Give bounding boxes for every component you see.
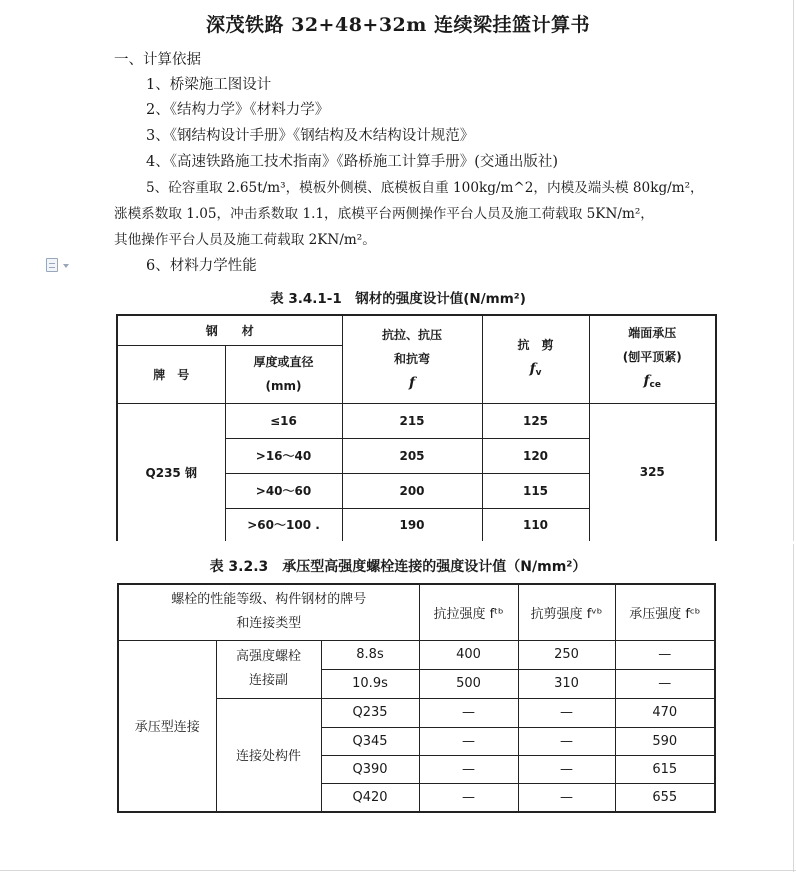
head-shear: 抗 剪 $f_v$ [482, 315, 589, 403]
fv-cell: — [518, 783, 615, 812]
ft-cell: — [419, 727, 518, 755]
basis-item-3: 3、《钢结构设计手册》《钢结构及木结构设计规范》 [146, 128, 475, 144]
fv-cell: — [518, 755, 615, 783]
basis-item-4: 4、《高速铁路施工技术指南》《路桥施工计算手册》(交通出版社) [146, 154, 559, 170]
thickness-cell: >60～100 . [225, 508, 342, 542]
ft-cell: 500 [419, 669, 518, 698]
f-cell: 215 [342, 403, 482, 438]
fc-cell: 655 [615, 783, 715, 812]
basis-item-1: 1、桥梁施工图设计 [146, 77, 272, 93]
basis-item-2: 2、《结构力学》《材料力学》 [146, 102, 330, 118]
head-shear: 抗剪强度 fᵛᵇ [518, 584, 615, 640]
f-cell: 205 [342, 438, 482, 473]
basis-item-5: 5、砼容重取 2.65t/m³，模板外侧模、底模板自重 100kg/m^2，内模及端头模 80kg/m²， [146, 180, 704, 196]
head-type: 螺栓的性能等级、构件钢材的牌号 和连接类型 [118, 584, 419, 640]
fv-cell: 310 [518, 669, 615, 698]
thickness-cell: ≤16 [225, 403, 342, 438]
table1-cutoff [0, 541, 796, 544]
thickness-cell: >40～60 [225, 473, 342, 508]
fv-cell: 250 [518, 640, 615, 669]
grade-cell: 10.9s [321, 669, 419, 698]
ft-cell: — [419, 783, 518, 812]
head-thickness: 厚度或直径 (mm) [225, 345, 342, 403]
basis-item-6: 6、材料力学性能 [146, 258, 257, 274]
head-steel: 钢 材 [117, 315, 342, 345]
end-bearing-value: 325 [589, 403, 716, 542]
head-end-bearing: 端面承压 (刨平顶紧) $f_{ce}$ [589, 315, 716, 403]
ft-cell: — [419, 755, 518, 783]
page-edge-bottom [0, 870, 796, 871]
grade-cell: Q235 [321, 698, 419, 727]
document-title: 深茂铁路 32+48+32m 连续梁挂篮计算书 [206, 14, 590, 36]
head-grade: 牌 号 [117, 345, 225, 403]
document-icon[interactable] [46, 258, 58, 272]
fv-cell: 120 [482, 438, 589, 473]
fv-cell: 125 [482, 403, 589, 438]
head-tension: 抗拉、抗压 和抗弯 f [342, 315, 482, 403]
bolt-label: 高强度螺栓 连接副 [216, 640, 321, 698]
fv-cell: 115 [482, 473, 589, 508]
grade-cell: Q345 [321, 727, 419, 755]
head-tension: 抗拉强度 fᵗᵇ [419, 584, 518, 640]
basis-item-5-cont: 涨模系数取 1.05，冲击系数取 1.1，底模平台两侧操作平台人员及施工荷载取 5KN/m²， [114, 206, 654, 222]
f-cell: 200 [342, 473, 482, 508]
thickness-cell: >16～40 [225, 438, 342, 473]
head-bearing: 承压强度 fᶜᵇ [615, 584, 715, 640]
steel-strength-table [116, 314, 717, 543]
grade-q235: Q235 钢 [117, 403, 225, 542]
fc-cell: — [615, 669, 715, 698]
bolt-strength-table [117, 583, 716, 813]
grade-cell: Q390 [321, 755, 419, 783]
ft-cell: 400 [419, 640, 518, 669]
group-bearing-type: 承压型连接 [118, 640, 216, 812]
fc-cell: — [615, 640, 715, 669]
page-edge-right [793, 0, 794, 872]
table2-caption: 表 3.2.3 承压型高强度螺栓连接的强度设计值（N/mm²） [209, 559, 587, 575]
grade-cell: 8.8s [321, 640, 419, 669]
grade-cell: Q420 [321, 783, 419, 812]
basis-item-5-end: 其他操作平台人员及施工荷载取 2KN/m²。 [114, 232, 376, 248]
fc-cell: 615 [615, 755, 715, 783]
f-cell: 190 [342, 508, 482, 542]
basis-heading: 一、计算依据 [114, 52, 201, 68]
fv-cell: — [518, 727, 615, 755]
fc-cell: 470 [615, 698, 715, 727]
table1-caption: 表 3.4.1-1 钢材的强度设计值(N/mm²) [270, 291, 526, 307]
member-label: 连接处构件 [216, 698, 321, 812]
fv-cell: — [518, 698, 615, 727]
fc-cell: 590 [615, 727, 715, 755]
chevron-down-icon[interactable] [63, 264, 69, 268]
fv-cell: 110 [482, 508, 589, 542]
ft-cell: — [419, 698, 518, 727]
